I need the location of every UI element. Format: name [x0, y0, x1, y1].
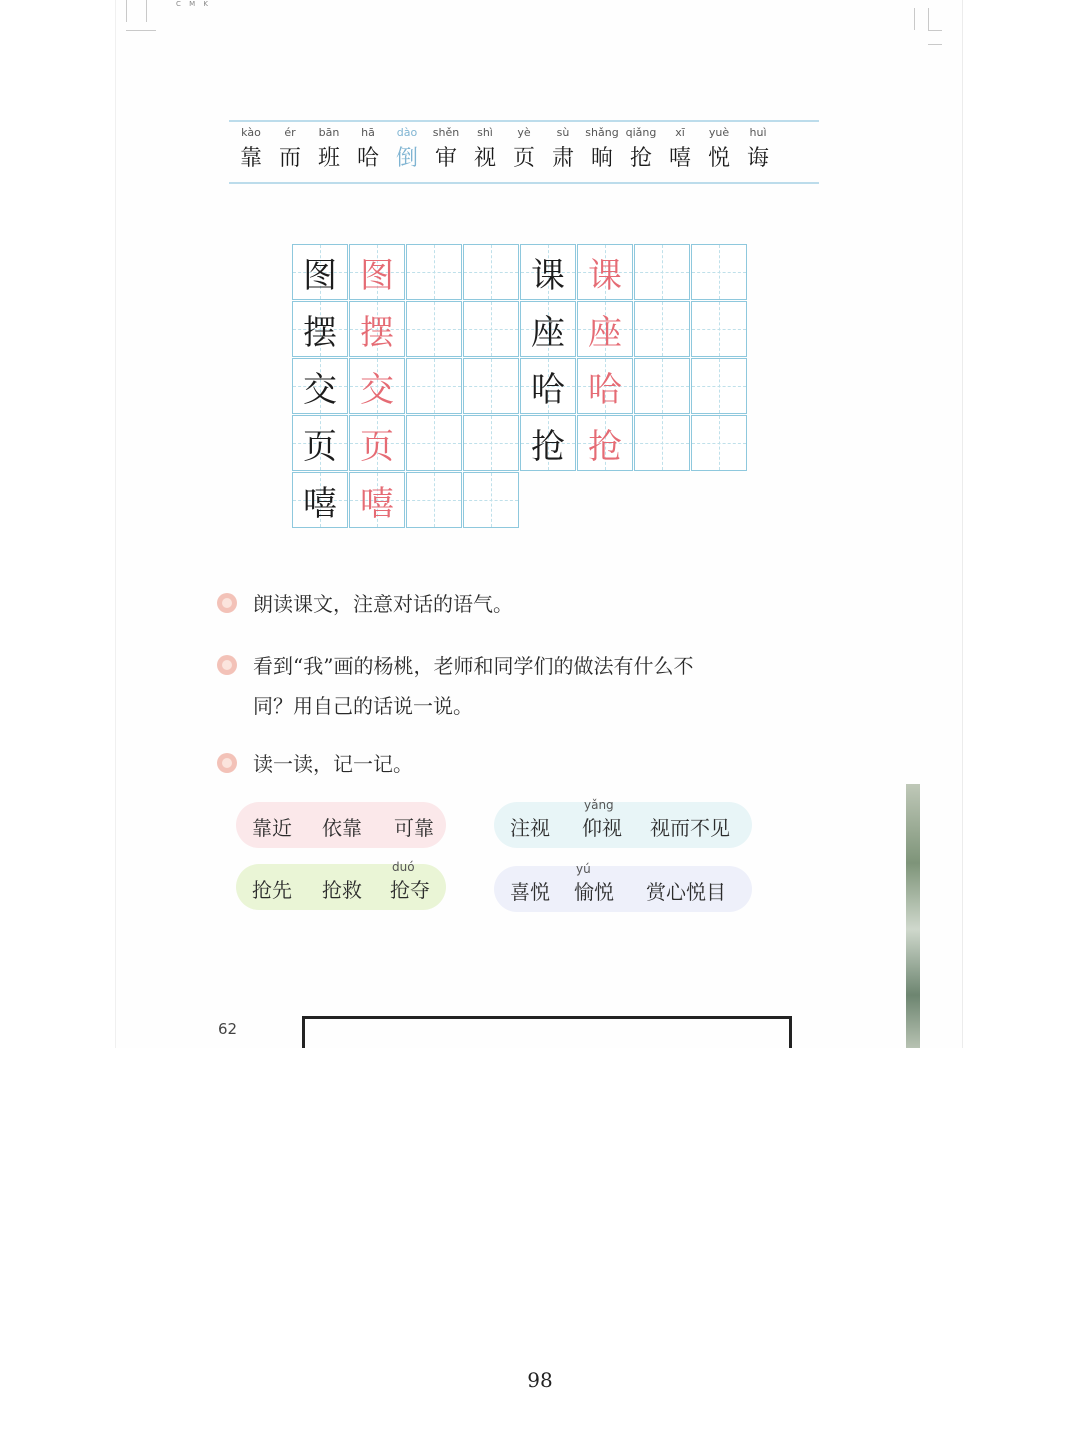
hanzi: 诲	[746, 146, 769, 171]
trace-char-cell	[577, 301, 633, 357]
vocab-item	[504, 126, 544, 172]
blank-cell	[406, 358, 462, 414]
pinyin: xī	[675, 126, 685, 139]
vocabulary-strip	[229, 120, 819, 186]
trace-char-cell-char: 图	[360, 255, 394, 296]
trace-char-cell	[577, 244, 633, 300]
next-section-box	[302, 1016, 792, 1048]
hanzi: 倒	[395, 146, 418, 171]
hanzi: 页	[512, 146, 535, 171]
blank-cell	[406, 301, 462, 357]
vocab-item	[660, 126, 700, 172]
blank-cell	[634, 358, 690, 414]
crop-mark	[928, 30, 942, 31]
bullet-icon	[217, 593, 237, 613]
exercise-3: 读一读，记一记。	[223, 744, 413, 784]
bullet-icon	[217, 753, 237, 773]
word-item: 靠近	[252, 816, 292, 840]
hanzi: 靠	[239, 146, 262, 171]
blank-cell	[691, 301, 747, 357]
crop-mark	[928, 8, 929, 30]
pinyin: yuè	[708, 126, 730, 139]
blank-cell	[406, 244, 462, 300]
vocab-item	[582, 126, 622, 172]
word-item: 喜悦	[510, 880, 550, 904]
hanzi: 抢	[629, 146, 652, 171]
word-item: 依靠	[322, 816, 362, 840]
blank-cell	[463, 415, 519, 471]
pinyin: ér	[284, 126, 296, 139]
page-number: 62	[218, 1020, 238, 1038]
exercise-1: 朗读课文，注意对话的语气。	[223, 584, 513, 624]
blank-cell	[691, 244, 747, 300]
crop-mark	[928, 44, 942, 45]
pinyin: kào	[241, 126, 261, 139]
vocab-item	[348, 126, 388, 172]
model-char-cell	[292, 358, 348, 414]
hanzi: 悦	[707, 146, 730, 171]
crop-mark	[126, 30, 156, 31]
blank-cell	[463, 301, 519, 357]
pinyin: qiǎng	[625, 126, 657, 139]
pinyin: yè	[517, 126, 531, 139]
model-char-cell	[520, 415, 576, 471]
pinyin: shǎng	[585, 126, 619, 139]
edge-photo	[906, 784, 920, 1048]
vocab-item	[270, 126, 310, 172]
word-item: 抢救	[322, 878, 362, 902]
vocab-item	[309, 126, 349, 172]
vocab-item	[465, 126, 505, 172]
pinyin: huì	[749, 126, 767, 139]
pinyin: bān	[318, 126, 340, 139]
blank-cell	[634, 244, 690, 300]
hanzi: 视	[473, 146, 496, 171]
trace-char-cell-char: 哈	[588, 369, 622, 410]
model-char-cell-char: 哈	[531, 369, 565, 410]
trace-char-cell	[349, 415, 405, 471]
model-char-cell	[520, 244, 576, 300]
pinyin-annotation: yǎng	[584, 798, 614, 812]
word-group	[494, 798, 752, 848]
hanzi: 班	[317, 146, 340, 171]
hanzi: 嘻	[668, 146, 691, 171]
bullet-icon	[217, 655, 237, 675]
blank-cell	[463, 358, 519, 414]
model-char-cell-char: 课	[531, 255, 565, 296]
word-item: 愉悦	[574, 880, 614, 904]
vocab-item	[426, 126, 466, 172]
trace-char-cell	[577, 358, 633, 414]
trace-char-cell-char: 抢	[588, 426, 622, 467]
trace-char-cell-char: 摆	[360, 312, 394, 353]
word-item: 抢夺	[390, 878, 430, 902]
blank-cell	[691, 415, 747, 471]
word-item: 注视	[510, 816, 550, 840]
blank-cell	[691, 358, 747, 414]
vocab-item	[738, 126, 778, 172]
pinyin: shì	[477, 126, 493, 139]
pinyin: shěn	[432, 126, 460, 139]
trace-char-cell	[577, 415, 633, 471]
crop-mark	[146, 0, 147, 22]
word-item: 赏心悦目	[646, 880, 726, 904]
trace-char-cell-char: 座	[588, 312, 622, 353]
color-marks: C M K	[176, 0, 211, 8]
trace-char-cell-char: 嘻	[360, 483, 394, 524]
pinyin: hā	[361, 126, 375, 139]
trace-char-cell-char: 课	[588, 255, 622, 296]
vocab-item	[621, 126, 661, 172]
trace-char-cell	[349, 244, 405, 300]
pinyin: sù	[556, 126, 570, 139]
exercise-2: 看到“我”画的杨桃，老师和同学们的做法有什么不 同？用自己的话说一说。	[223, 646, 693, 726]
word-item: 抢先	[252, 878, 292, 902]
vocab-item	[699, 126, 739, 172]
model-char-cell-char: 嘻	[303, 483, 337, 524]
trace-char-cell	[349, 472, 405, 528]
hanzi: 哈	[356, 146, 379, 171]
word-item: 视而不见	[650, 816, 730, 840]
blank-cell	[406, 415, 462, 471]
footer-page-number: 98	[527, 1368, 553, 1392]
vocab-item	[543, 126, 583, 172]
model-char-cell-char: 摆	[303, 312, 337, 353]
word-group	[236, 860, 446, 910]
model-char-cell	[520, 301, 576, 357]
pinyin-annotation: duó	[392, 860, 415, 874]
blank-cell	[463, 472, 519, 528]
hanzi: 审	[434, 146, 457, 171]
blank-cell	[406, 472, 462, 528]
model-char-cell-char: 交	[303, 369, 337, 410]
trace-char-cell-char: 页	[360, 426, 394, 467]
trace-char-cell	[349, 358, 405, 414]
hanzi: 晌	[590, 146, 613, 171]
word-item: 仰视	[582, 816, 622, 840]
model-char-cell-char: 抢	[531, 426, 565, 467]
model-char-cell-char: 座	[531, 312, 565, 353]
model-char-cell-char: 页	[303, 426, 337, 467]
trace-char-cell	[349, 301, 405, 357]
word-group	[236, 802, 446, 848]
model-char-cell	[292, 415, 348, 471]
model-char-cell	[520, 358, 576, 414]
pinyin-annotation: yú	[576, 862, 591, 876]
model-char-cell-char: 图	[303, 255, 337, 296]
vocab-item	[231, 126, 271, 172]
vocab-item	[387, 126, 427, 172]
blank-cell	[634, 301, 690, 357]
model-char-cell	[292, 301, 348, 357]
textbook-page	[115, 0, 963, 1048]
word-item: 可靠	[394, 816, 434, 840]
model-char-cell	[292, 244, 348, 300]
hanzi: 肃	[551, 146, 574, 171]
model-char-cell	[292, 472, 348, 528]
crop-mark	[914, 8, 915, 30]
blank-cell	[634, 415, 690, 471]
crop-mark	[126, 0, 127, 22]
hanzi: 而	[278, 146, 301, 171]
pinyin: dào	[396, 126, 418, 139]
blank-cell	[463, 244, 519, 300]
trace-char-cell-char: 交	[360, 369, 394, 410]
word-group	[494, 862, 752, 912]
